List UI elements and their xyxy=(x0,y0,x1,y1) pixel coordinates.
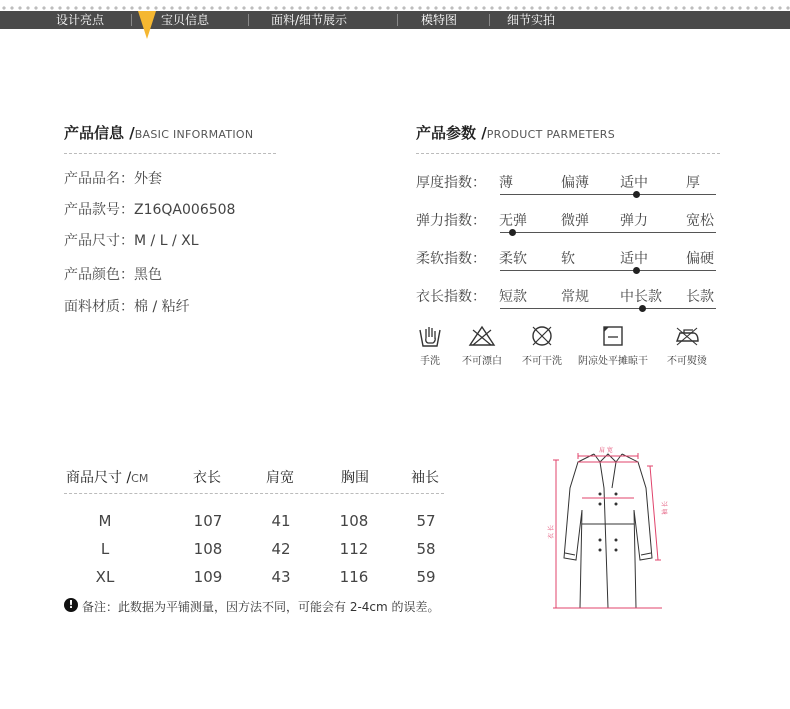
size-label: L xyxy=(100,540,110,558)
info-label: 面料材质： xyxy=(64,299,134,315)
product-info-title xyxy=(64,122,253,143)
info-row-sizes xyxy=(64,230,199,250)
param-option: 偏薄 xyxy=(561,175,589,191)
care-item xyxy=(575,324,651,367)
product-params-subtitle: PRODUCT PARMETERS xyxy=(486,128,615,141)
param-scale-line xyxy=(500,308,716,309)
size-col-header: 袖长 xyxy=(411,470,439,486)
size-cell: 108 xyxy=(193,540,223,558)
size-col-header: 衣长 xyxy=(193,470,221,486)
care-item xyxy=(456,324,508,367)
product-params-title xyxy=(416,122,615,143)
param-marker xyxy=(633,191,640,198)
nav-item-design[interactable]: 设计亮点 xyxy=(56,13,105,27)
size-cell: 108 xyxy=(339,512,369,530)
nav-item-detail[interactable]: 细节实拍 xyxy=(507,13,556,27)
length-label: 衣 长 xyxy=(548,525,555,539)
care-item xyxy=(516,324,568,367)
size-header-unit: CM xyxy=(131,472,149,485)
info-label: 产品颜色： xyxy=(64,267,134,283)
nav-separator xyxy=(397,14,398,26)
param-option: 长款 xyxy=(686,289,714,305)
param-option: 中长款 xyxy=(620,289,662,305)
size-cell: 43 xyxy=(271,568,291,586)
coat-outline xyxy=(564,454,652,608)
care-item xyxy=(662,324,712,367)
size-note: 备注：此数据为平铺测量，因方法不同，可能会有 2-4cm 的误差。 xyxy=(82,600,440,614)
care-label: 不可漂白 xyxy=(462,356,502,367)
param-option: 微弹 xyxy=(561,213,589,229)
size-cell: 116 xyxy=(339,568,369,586)
param-option: 适中 xyxy=(620,175,648,191)
no-dry-clean-icon xyxy=(529,324,555,348)
info-value: 棉 / 粘纤 xyxy=(134,299,190,315)
param-label: 柔软指数： xyxy=(416,251,486,267)
size-cell: 41 xyxy=(271,512,291,530)
flat-dry-shade-icon xyxy=(600,324,626,348)
product-info-title-text: 产品信息 / xyxy=(64,124,135,142)
param-marker xyxy=(639,305,646,312)
param-option: 适中 xyxy=(620,251,648,267)
nav-item-fabric[interactable]: 面料/细节展示 xyxy=(271,13,348,27)
care-label: 不可干洗 xyxy=(522,356,562,367)
no-iron-icon xyxy=(672,324,702,348)
no-bleach-icon xyxy=(467,324,497,348)
size-cell: 58 xyxy=(416,540,436,558)
param-option: 短款 xyxy=(499,289,527,305)
param-option: 偏硬 xyxy=(686,251,714,267)
info-value: M / L / XL xyxy=(134,233,199,249)
param-label: 厚度指数： xyxy=(416,175,486,191)
size-cell: 57 xyxy=(416,512,436,530)
care-label: 阴凉处平摊晾干 xyxy=(578,356,648,367)
info-label: 产品尺寸： xyxy=(64,233,134,249)
param-option: 弹力 xyxy=(620,213,648,229)
info-value: 外套 xyxy=(134,171,162,187)
care-item xyxy=(414,324,446,367)
param-scale-line xyxy=(500,232,716,233)
info-label: 产品款号： xyxy=(64,202,134,218)
top-nav xyxy=(0,0,790,29)
param-marker xyxy=(633,267,640,274)
nav-active-pointer xyxy=(138,11,156,39)
coat-buttons xyxy=(599,493,618,552)
size-cell: 112 xyxy=(339,540,369,558)
nav-separator xyxy=(131,14,132,26)
hand-wash-icon xyxy=(417,324,443,348)
size-cell: 107 xyxy=(193,512,223,530)
nav-separator xyxy=(248,14,249,26)
nav-item-info[interactable]: 宝贝信息 xyxy=(161,13,210,27)
info-label: 产品品名： xyxy=(64,171,134,187)
param-option: 软 xyxy=(561,251,575,267)
size-cell: 109 xyxy=(193,568,223,586)
param-option: 柔软 xyxy=(499,251,527,267)
info-row-name xyxy=(64,168,162,188)
param-option: 薄 xyxy=(499,175,513,191)
param-label: 衣长指数： xyxy=(416,289,486,305)
param-option: 厚 xyxy=(686,175,700,191)
param-label: 弹力指数： xyxy=(416,213,486,229)
size-col-header: 胸围 xyxy=(341,470,369,486)
size-cell: 42 xyxy=(271,540,291,558)
info-row-material xyxy=(64,296,190,316)
size-header-text: 商品尺寸 / xyxy=(66,470,132,486)
divider xyxy=(64,493,444,494)
size-label: M xyxy=(98,512,112,530)
param-option: 常规 xyxy=(561,289,589,305)
nav-item-model[interactable]: 模特图 xyxy=(421,13,458,27)
size-col-header: 肩宽 xyxy=(266,470,294,486)
param-scale-line xyxy=(500,270,716,271)
param-marker xyxy=(509,229,516,236)
size-table-header-label xyxy=(66,467,148,487)
care-label: 手洗 xyxy=(420,356,440,367)
care-label: 不可熨烫 xyxy=(667,356,707,367)
info-row-color xyxy=(64,264,162,284)
sleeve-length-label: 袖 长 xyxy=(662,501,669,515)
info-value: Z16QA006508 xyxy=(134,202,236,218)
nav-bar xyxy=(0,11,790,29)
coat-measurement-diagram xyxy=(538,440,678,615)
param-option: 无弹 xyxy=(499,213,527,229)
nav-separator xyxy=(489,14,490,26)
param-option: 宽松 xyxy=(686,213,714,229)
size-cell: 59 xyxy=(416,568,436,586)
product-params-title-text: 产品参数 / xyxy=(416,124,487,142)
divider xyxy=(416,153,720,154)
size-label: XL xyxy=(95,568,115,586)
warning-icon: ! xyxy=(64,598,78,612)
info-value: 黑色 xyxy=(134,267,162,283)
shoulder-width-label: 肩 宽 xyxy=(599,447,613,454)
product-info-subtitle: BASIC INFORMATION xyxy=(134,128,254,141)
divider xyxy=(64,153,276,154)
param-scale-line xyxy=(500,194,716,195)
info-row-style-no xyxy=(64,199,235,219)
